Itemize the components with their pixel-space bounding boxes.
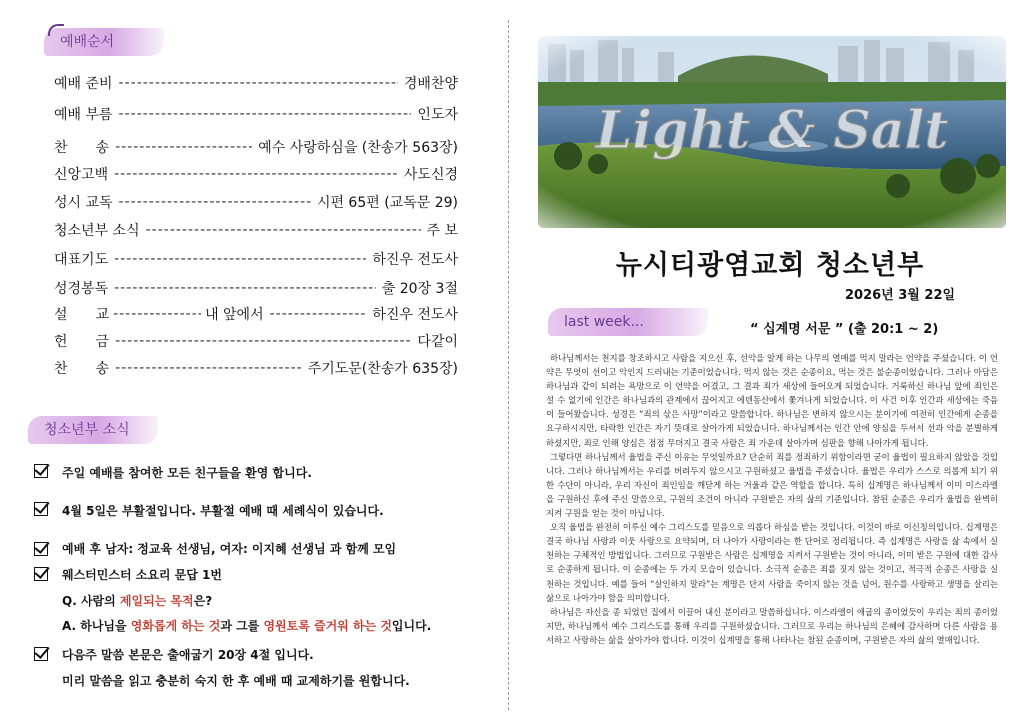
order-item-value: 인도자 [417,107,458,123]
order-row [54,248,458,270]
cover-photo [538,36,1006,228]
order-item-value: 주기도문(찬송가 635장) [307,361,458,377]
swirl-icon [48,24,64,36]
order-item-label: 찬 송 [54,361,110,377]
order-row [54,357,458,379]
order-row [54,277,458,299]
highlight-text: 영원토록 즐거워 하는 것 [263,619,392,633]
sermon-title: “ 십계명 서문 ” (출 20:1 ~ 2) [750,322,939,337]
checkbox-icon [34,464,48,478]
order-item-label: 신앙고백 [54,167,109,183]
checkbox-icon [34,542,48,556]
news-item: 미리 말씀을 읽고 충분히 숙지 한 후 예배 때 교제하기를 원합니다. [62,674,410,688]
sermon-summary [546,351,998,647]
order-row [54,163,458,185]
news-label: 청소년부 소식 [44,422,130,438]
catechism-question: Q. 사람의 제일되는 목적은? [62,594,213,608]
order-item-label: 성시 교독 [54,195,113,211]
sermon-paragraph: 하나님은 자신을 종 되었던 집에서 이끌어 내신 분이라고 말씀하십니다. 이스라엘이 애굽의 종이었듯이 우리는 죄의 종이었지만, 하나님께서 예수 그리스도를 통해 우리를 구원하셨습니다. 그러므로 우리는 하나님의 은혜에 감사하며 다른 사람을 용서하고 사랑하는 삶을 살아가야 합니다. 이것이 십계명을 통해 나타나는 참된 순종이며, 구원받은 자의 삶의 열매입니다. [546,606,998,645]
order-row [54,191,458,213]
last-week-brush [548,308,708,336]
order-item-value: 예수 사랑하심을 (찬송가 563장) [258,140,458,156]
order-item-label: 예배 준비 [54,76,113,92]
order-item-value: 다같이 [417,334,458,350]
sermon-paragraph: 하나님께서는 천지를 창조하시고 사람을 지으신 후, 선악을 알게 하는 나무의 열매를 먹지 말라는 언약을 주셨습니다. 이 언약은 무엇이 선이고 악인지 드러내는 기준이었습니다. 먹지 않는 것은 순종이요, 먹는 것은 불순종이었습니다. 그러나 아담은 하나님과 같이 되려는 욕망으로 이 언약을 어겼고, 그 결과 죄가 세상에 들어오게 되었습니다. 거룩하신 하나님 앞에 죄인은 설 수 없기에 인간은 하나님과의 관계에서 끊어지고 에덴동산에서 쫓겨나게 되었습니다. 이 사건 이후 인간과 세상에는 죽음이 들어왔습니다. 성경은 “죄의 삯은 사망”이라고 말씀합니다. 하나님은 변하지 않으시는 분이기에 여전히 인간에게 순종을 요구하시지만, 타락한 인간은 자기 뜻대로 살아가게 되었습니다. 하나님께서는 인간 안에 양심을 두셔서 선과 악을 분별하게 하셨지만, 죄로 인해 양심은 점점 무뎌지고 결국 사람은 죄 가운데 살아가며 심판을 향해 나아가게 됩니다. [546,353,998,448]
order-item-value: 사도신경 [403,167,458,183]
order-item-value: 주 보 [426,223,458,239]
news-label-brush [28,416,158,444]
order-item-label: 예배 부름 [54,107,113,123]
highlight-text: 제일되는 목적 [119,594,194,608]
order-item-label: 헌 금 [54,334,110,350]
order-row [54,136,458,158]
order-item-label: 청소년부 소식 [54,223,140,239]
order-item-middle: 내 앞에서 [205,307,264,323]
order-item-value: 시편 65편 (교독문 29) [316,195,458,211]
order-item-value: 하진우 전도사 [372,307,458,323]
order-item-value: 출 20장 3절 [381,281,458,297]
sermon-paragraph: 그렇다면 하나님께서 율법을 주신 이유는 무엇일까요? 단순히 죄를 정죄하기 위함이라면 굳이 율법이 필요하지 않았을 것입니다. 그러나 하나님께서는 우리를 버려두지 않으시고 구원하셨고 율법을 주셨습니다. 율법은 우리가 스스로 의롭게 되기 위한 수단이 아니라, 우리 자신이 죄인임을 깨닫게 하는 거울과 같은 역할을 합니다. 특히 십계명은 하나님께서 이미 이스라엘을 구원하신 후에 주신 말씀으로, 구원의 조건이 아니라 구원받은 자의 삶의 기준입니다. 참된 순종은 우리가 율법을 완벽히 지켜 구원을 얻는 것이 아닙니다. [546,451,998,519]
catechism-answer: A. 하나님을 영화롭게 하는 것과 그를 영원토록 즐거워 하는 것입니다. [62,619,432,633]
order-item-value: 경배찬양 [403,76,458,92]
news-item: 예배 후 남자: 정교육 선생님, 여자: 이지혜 선생님 과 함께 모임 [62,542,397,556]
order-row [54,219,458,241]
church-title: 뉴시티광염교회 청소년부 [615,250,925,281]
checkbox-icon [34,502,48,516]
checkbox-icon [34,567,48,581]
order-label-brush [44,28,164,56]
news-item: 다음주 말씀 본문은 출애굽기 20장 4절 입니다. [62,648,314,662]
checkbox-icon [34,647,48,661]
page-divider [508,20,509,710]
order-item-value: 하진우 전도사 [372,252,458,268]
news-item: 4월 5일은 부활절입니다. 부활절 예배 때 세례식이 있습니다. [62,504,384,518]
order-row [54,303,458,325]
order-item-label: 설 교 [54,307,110,323]
news-item: 주일 예배를 참여한 모든 친구들을 환영 합니다. [62,466,312,480]
sermon-paragraph: 오직 율법을 완전히 이루신 예수 그리스도를 믿음으로 의롭다 하심을 받는 것입니다. 이것이 바로 이신칭의입니다. 십계명은 결국 하나님 사랑과 이웃 사랑으로 요약되며, 더 나아가 사랑이라는 한 단어로 정리됩니다. 즉 십계명은 사랑을 삶 속에서 실천하는 구체적인 방법입니다. 그러므로 구원받은 사람은 십계명을 지켜서 구원받는 것이 아니라, 이미 받은 구원에 대한 감사로 순종하게 됩니다. 이 순종에는 두 가지 모습이 있습니다. 소극적 순종은 죄를 짓지 않는 것이고, 적극적 순종은 사랑을 실천하는 것입니다. 예를 들어 “살인하지 말라”는 계명은 단지 사람을 죽이지 않는 것을 넘어, 원수를 사랑하고 생명을 살리는 삶으로 나아가야 함을 의미합니다. [546,522,998,603]
order-row [54,72,458,94]
news-item: 웨스터민스터 소요리 문답 1번 [62,568,222,582]
order-row [54,330,458,352]
bulletin-date: 2026년 3월 22일 [845,288,956,303]
order-item-label: 성경봉독 [54,281,109,297]
order-label: 예배순서 [60,34,115,50]
order-item-label: 대표기도 [54,252,109,268]
order-row [54,103,458,125]
last-week-label: last week... [564,314,644,330]
highlight-text: 영화롭게 하는 것 [130,619,221,633]
order-item-label: 찬 송 [54,140,110,156]
